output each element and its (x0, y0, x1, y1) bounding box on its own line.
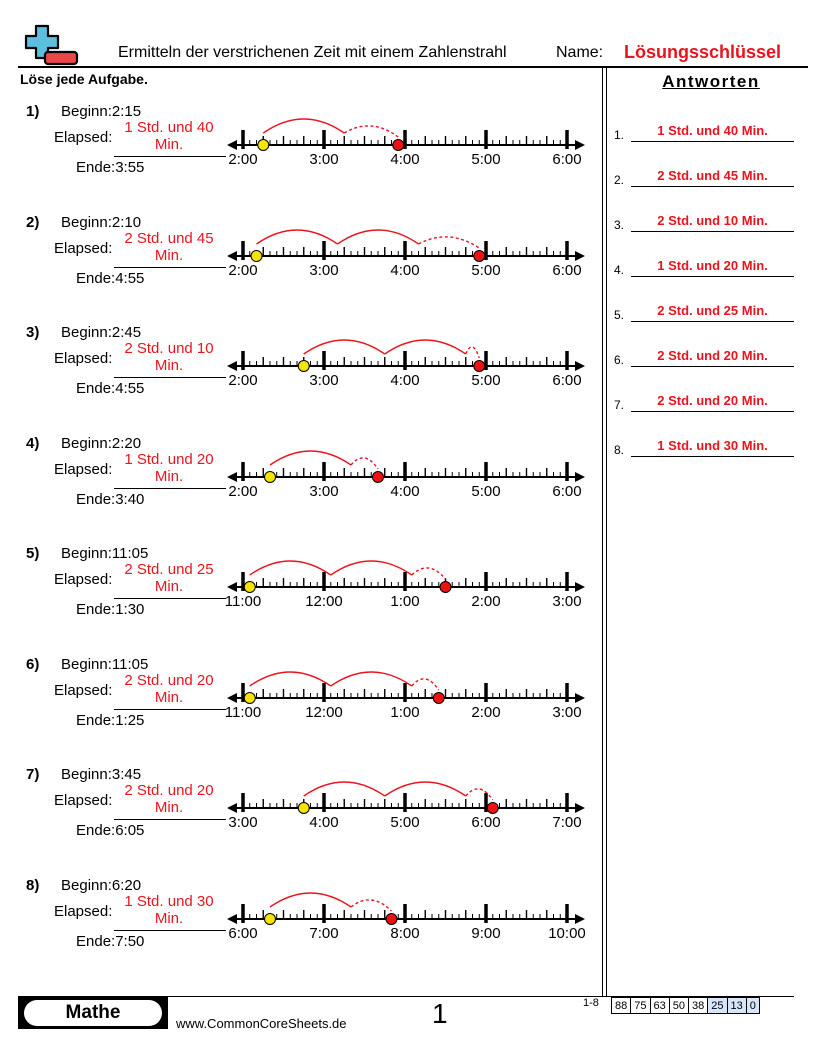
hour-label: 9:00 (471, 924, 501, 942)
name-value: Lösungsschlüssel (624, 42, 782, 62)
begin-time: Beginn:2:10 (61, 213, 142, 231)
hour-label: 5:00 (390, 814, 420, 831)
begin-time: Beginn:2:45 (61, 324, 142, 341)
hour-label: 2:00 (228, 261, 258, 279)
end-time: Ende:3:55 (76, 159, 145, 176)
end-time-dot (474, 361, 485, 372)
right-arrow-icon (575, 251, 585, 261)
answer-text: 2 Std. und 45 Min. (657, 168, 768, 183)
problem-number: 5) (26, 545, 40, 562)
left-arrow-icon (227, 472, 237, 482)
start-time-dot (258, 140, 269, 151)
hour-label: 3:00 (228, 814, 258, 831)
start-time-dot (265, 913, 276, 924)
hour-label: 4:00 (390, 151, 420, 168)
hour-label: 4:00 (390, 482, 420, 500)
worksheet-title: Ermitteln der verstrichenen Zeit mit einem Zahlenstrahl (118, 44, 507, 61)
answer-text: 2 Std. und 10 Min. (657, 213, 768, 228)
elapsed-label: Elapsed: (54, 681, 113, 699)
hour-label: 2:00 (228, 372, 258, 389)
begin-time: Beginn:2:20 (61, 434, 142, 452)
number-line (225, 776, 595, 846)
elapsed-answer[interactable]: 2 Std. und 20 Min. (124, 671, 214, 706)
hour-jump-arc (250, 561, 331, 575)
answer-text: 1 Std. und 30 Min. (657, 438, 768, 453)
instructions: Löse jede Aufgabe. (20, 71, 148, 87)
hour-label: 10:00 (548, 924, 586, 942)
begin-time: Beginn:2:15 (61, 103, 142, 120)
start-time-dot (298, 803, 309, 814)
problem (0, 103, 600, 203)
hour-label: 3:00 (552, 593, 582, 610)
number-line (225, 224, 595, 294)
hour-jump-arc (270, 893, 351, 907)
number-line (225, 113, 595, 183)
number-line (225, 887, 595, 957)
left-arrow-icon (227, 582, 237, 592)
hour-label: 5:00 (471, 372, 501, 389)
hour-label: 4:00 (390, 372, 420, 389)
end-time-dot (386, 913, 397, 924)
hour-label: 8:00 (390, 924, 420, 942)
start-time-dot (251, 250, 262, 261)
hour-label: 1:00 (390, 703, 420, 721)
hour-jump-arc (250, 672, 331, 686)
answer-row (614, 120, 794, 142)
end-time: Ende:1:25 (76, 711, 145, 729)
problem-number: 4) (26, 434, 40, 452)
problem (0, 545, 600, 645)
answer-number: 8. (614, 443, 625, 457)
begin-time: Beginn:3:45 (61, 766, 142, 783)
hour-label: 5:00 (471, 261, 501, 279)
answer-row (614, 390, 794, 412)
hour-label: 3:00 (552, 703, 582, 721)
answer-row (614, 255, 794, 277)
website-url[interactable]: www.CommonCoreSheets.de (176, 1016, 347, 1031)
hour-label: 2:00 (228, 482, 258, 500)
elapsed-label: Elapsed: (54, 792, 113, 809)
elapsed-label: Elapsed: (54, 460, 113, 478)
end-time: Ende:3:40 (76, 490, 145, 508)
plus-minus-logo-icon (22, 24, 80, 68)
hour-label: 11:00 (225, 593, 262, 610)
right-arrow-icon (575, 582, 585, 592)
answer-text: 2 Std. und 25 Min. (657, 303, 768, 318)
score-cell: 0 (746, 998, 759, 1014)
minute-jump-arc (412, 678, 439, 689)
start-time-dot (244, 692, 255, 703)
answer-number: 1. (614, 128, 625, 142)
answer-blank[interactable] (631, 436, 794, 457)
hour-label: 6:00 (552, 151, 582, 168)
answer-number: 2. (614, 173, 625, 187)
answer-blank[interactable] (631, 166, 794, 187)
hour-label: 12:00 (305, 703, 343, 721)
hour-label: 2:00 (471, 593, 501, 610)
hour-label: 2:00 (471, 703, 501, 721)
elapsed-answer[interactable]: 1 Std. und 30 Min. (124, 892, 214, 927)
answer-row (614, 300, 794, 322)
answer-row (614, 435, 794, 457)
hour-label: 3:00 (309, 372, 339, 389)
answer-text: 2 Std. und 20 Min. (657, 348, 768, 363)
answer-line (114, 488, 226, 489)
problem (0, 324, 600, 424)
end-time-dot (393, 140, 404, 151)
elapsed-answer[interactable]: 2 Std. und 25 Min. (124, 561, 214, 595)
score-cell: 25 (708, 998, 727, 1014)
minute-jump-arc (466, 347, 480, 358)
hour-label: 3:00 (309, 482, 339, 500)
answer-row (614, 210, 794, 232)
answer-blank[interactable] (631, 121, 794, 142)
elapsed-label: Elapsed: (54, 350, 113, 367)
hour-label: 11:00 (225, 703, 262, 721)
problem-number: 3) (26, 324, 40, 341)
left-arrow-icon (227, 693, 237, 703)
minute-jump-arc (351, 457, 378, 468)
problem (0, 766, 600, 866)
hour-label: 3:00 (309, 261, 339, 279)
subject-badge: Mathe (24, 1000, 162, 1026)
answer-number: 7. (614, 398, 625, 412)
answer-text: 2 Std. und 20 Min. (657, 393, 768, 408)
elapsed-answer[interactable]: 2 Std. und 45 Min. (124, 229, 214, 264)
begin-time: Beginn:11:05 (61, 545, 149, 562)
minute-jump-arc (344, 126, 398, 137)
elapsed-label: Elapsed: (54, 902, 113, 920)
hour-label: 4:00 (309, 814, 339, 831)
answers-title-text: Antworten (662, 72, 760, 91)
answer-line (114, 598, 226, 599)
left-arrow-icon (227, 251, 237, 261)
problem-number: 6) (26, 655, 40, 673)
hour-label: 6:00 (471, 814, 501, 831)
end-time: Ende:1:30 (76, 601, 145, 618)
problem (0, 656, 600, 756)
answer-blank[interactable] (631, 346, 794, 367)
answer-number: 3. (614, 218, 625, 232)
hour-jump-arc (304, 782, 385, 796)
end-time: Ende:4:55 (76, 380, 145, 397)
score-range-label: 1-8 (583, 997, 599, 1009)
answer-line (114, 156, 226, 157)
begin-time: Beginn:11:05 (61, 655, 149, 673)
elapsed-label: Elapsed: (54, 129, 113, 146)
name-label: Name: (556, 44, 604, 61)
left-arrow-icon (227, 803, 237, 813)
problem (0, 214, 600, 314)
number-line (225, 334, 595, 404)
hour-label: 5:00 (471, 151, 501, 168)
left-arrow-icon (227, 361, 237, 371)
right-arrow-icon (575, 914, 585, 924)
elapsed-label: Elapsed: (54, 239, 113, 257)
start-time-dot (265, 471, 276, 482)
end-time-dot (433, 692, 444, 703)
right-arrow-icon (575, 803, 585, 813)
answer-number: 6. (614, 353, 625, 367)
answer-number: 4. (614, 263, 625, 277)
end-time-dot (474, 250, 485, 261)
problem-number: 2) (26, 213, 40, 231)
hour-label: 6:00 (552, 372, 582, 389)
minute-jump-arc (412, 568, 446, 579)
score-cell: 88 (612, 998, 631, 1014)
left-arrow-icon (227, 140, 237, 150)
hour-label: 4:00 (390, 261, 420, 279)
right-arrow-icon (575, 693, 585, 703)
column-divider (606, 68, 607, 996)
answer-line (114, 709, 226, 710)
answer-text: 1 Std. und 20 Min. (657, 258, 768, 273)
hour-jump-arc (331, 561, 412, 575)
end-time-dot (487, 803, 498, 814)
begin-time: Beginn:6:20 (61, 876, 142, 894)
logo (22, 24, 80, 68)
problem-number: 1) (26, 103, 40, 120)
right-arrow-icon (575, 472, 585, 482)
answer-line (114, 377, 226, 378)
score-cell: 50 (669, 998, 688, 1014)
minute-jump-arc (419, 236, 480, 247)
answer-blank[interactable] (631, 391, 794, 412)
answer-line (114, 930, 226, 931)
hour-label: 6:00 (228, 924, 258, 942)
minute-jump-arc (466, 789, 493, 800)
number-line (225, 445, 595, 515)
problem (0, 435, 600, 535)
column-divider (602, 68, 603, 996)
hour-jump-arc (385, 340, 466, 354)
answer-blank[interactable] (631, 256, 794, 277)
elapsed-answer[interactable]: 1 Std. und 40 Min. (124, 119, 214, 153)
left-arrow-icon (227, 914, 237, 924)
hour-label: 7:00 (309, 924, 339, 942)
answer-number: 5. (614, 308, 625, 322)
score-cell: 13 (727, 998, 746, 1014)
hour-label: 12:00 (305, 593, 343, 610)
answer-row (614, 345, 794, 367)
hour-label: 7:00 (552, 814, 582, 831)
hour-jump-arc (270, 451, 351, 465)
hour-jump-arc (331, 672, 412, 686)
page-number: 1 (432, 998, 448, 1029)
elapsed-answer[interactable]: 2 Std. und 10 Min. (124, 340, 214, 374)
hour-label: 3:00 (309, 151, 339, 168)
end-time: Ende:4:55 (76, 269, 145, 287)
answer-line (114, 819, 226, 820)
hour-label: 1:00 (390, 593, 420, 610)
hour-label: 2:00 (228, 151, 258, 168)
score-table (611, 997, 760, 1014)
hour-label: 6:00 (552, 482, 582, 500)
start-time-dot (298, 361, 309, 372)
score-cell: 75 (631, 998, 650, 1014)
hour-jump-arc (385, 782, 466, 796)
number-line (225, 666, 595, 736)
answer-line (114, 267, 226, 268)
number-line (225, 555, 595, 625)
answer-blank[interactable] (631, 211, 794, 232)
right-arrow-icon (575, 361, 585, 371)
answers-title (606, 72, 816, 92)
start-time-dot (244, 582, 255, 593)
hour-jump-arc (304, 340, 385, 354)
score-cell: 63 (650, 998, 669, 1014)
hour-label: 5:00 (471, 482, 501, 500)
elapsed-label: Elapsed: (54, 571, 113, 588)
elapsed-answer[interactable]: 1 Std. und 20 Min. (124, 450, 214, 485)
end-time: Ende:6:05 (76, 822, 145, 839)
answer-text: 1 Std. und 40 Min. (657, 123, 768, 138)
score-cell: 38 (689, 998, 708, 1014)
header-divider (18, 66, 808, 68)
hour-jump-arc (263, 119, 344, 133)
problem-number: 8) (26, 876, 40, 894)
end-time: Ende:7:50 (76, 932, 145, 950)
end-time-dot (440, 582, 451, 593)
minute-jump-arc (351, 899, 392, 910)
hour-label: 6:00 (552, 261, 582, 279)
problem-number: 7) (26, 766, 40, 783)
right-arrow-icon (575, 140, 585, 150)
end-time-dot (373, 471, 384, 482)
elapsed-answer[interactable]: 2 Std. und 20 Min. (124, 782, 214, 816)
problem (0, 877, 600, 977)
answer-blank[interactable] (631, 301, 794, 322)
answer-row (614, 165, 794, 187)
